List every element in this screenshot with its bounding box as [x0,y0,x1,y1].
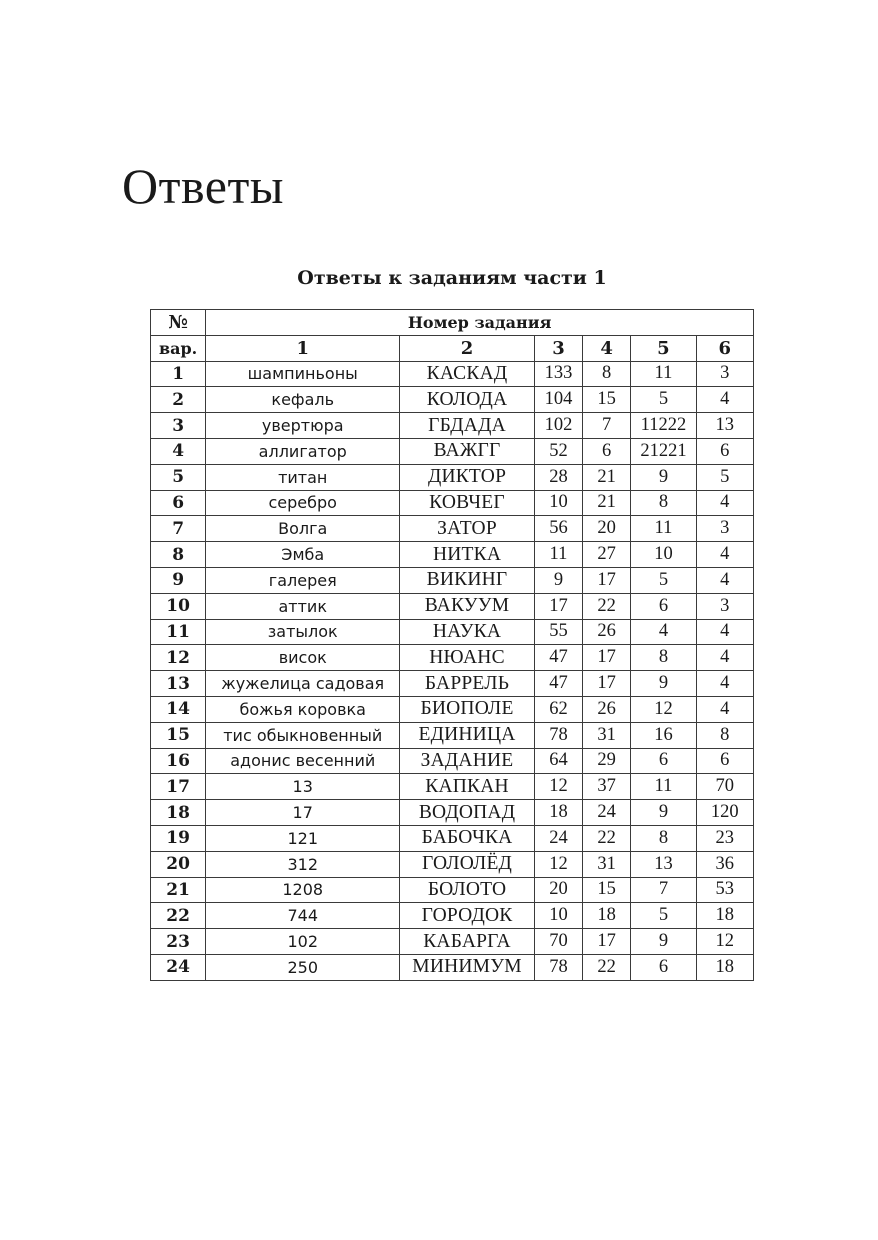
variant-number-cell: 19 [151,825,206,851]
answer-task-5: 5 [631,567,696,593]
answer-task-5: 7 [631,877,696,903]
answer-task-5: 11 [631,516,696,542]
variant-number-cell: 1 [151,361,206,387]
answer-task-4: 7 [583,413,631,439]
answer-task-6: 3 [696,593,753,619]
table-row [151,490,754,516]
answer-task-6: 18 [696,954,753,980]
answer-task-4: 22 [583,825,631,851]
answer-task-6: 3 [696,361,753,387]
answer-task-1: 102 [206,929,400,955]
answer-task-4: 27 [583,542,631,568]
answer-task-1: 250 [206,954,400,980]
answer-task-1: тис обыкновенный [206,722,400,748]
answer-task-6: 6 [696,748,753,774]
answer-task-2: ГБДАДА [400,413,535,439]
variant-number-header-label: вар. [151,335,206,361]
answer-task-1: Волга [206,516,400,542]
table-row [151,619,754,645]
answer-task-5: 5 [631,387,696,413]
header-row-top [151,310,754,336]
answer-task-1: 744 [206,903,400,929]
answer-task-5: 8 [631,645,696,671]
answer-task-3: 78 [534,954,582,980]
answer-task-6: 4 [696,619,753,645]
answer-task-1: галерея [206,567,400,593]
answer-task-1: висок [206,645,400,671]
answer-task-2: ВАЖГГ [400,438,535,464]
table-row [151,413,754,439]
variant-number-cell: 23 [151,929,206,955]
answer-task-5: 6 [631,954,696,980]
variant-number-cell: 16 [151,748,206,774]
variant-number-cell: 4 [151,438,206,464]
table-row [151,542,754,568]
answer-task-4: 22 [583,593,631,619]
answer-task-3: 64 [534,748,582,774]
answer-task-4: 31 [583,722,631,748]
answer-task-4: 17 [583,645,631,671]
answer-task-6: 4 [696,671,753,697]
answer-task-4: 15 [583,877,631,903]
answer-task-6: 4 [696,696,753,722]
variant-number-cell: 6 [151,490,206,516]
variant-number-cell: 15 [151,722,206,748]
answer-task-6: 4 [696,645,753,671]
answer-task-5: 9 [631,800,696,826]
variant-number-cell: 18 [151,800,206,826]
variant-number-cell: 11 [151,619,206,645]
answer-task-4: 29 [583,748,631,774]
variant-number-cell: 5 [151,464,206,490]
answer-task-2: ДИКТОР [400,464,535,490]
column-header-task-4: 4 [583,335,631,361]
answer-task-5: 6 [631,593,696,619]
answer-task-3: 47 [534,645,582,671]
answer-task-2: БОЛОТО [400,877,535,903]
variant-number-cell: 17 [151,774,206,800]
table-row [151,696,754,722]
answer-task-4: 26 [583,619,631,645]
answer-task-5: 6 [631,748,696,774]
answer-task-3: 17 [534,593,582,619]
answer-task-5: 8 [631,825,696,851]
answer-task-5: 12 [631,696,696,722]
answer-task-6: 120 [696,800,753,826]
table-row [151,464,754,490]
answer-task-4: 17 [583,929,631,955]
answer-task-6: 36 [696,851,753,877]
answer-task-3: 56 [534,516,582,542]
variant-number-header-symbol: № [151,310,206,336]
answer-task-6: 12 [696,929,753,955]
variant-number-cell: 12 [151,645,206,671]
answer-task-1: 17 [206,800,400,826]
answer-task-1: титан [206,464,400,490]
answer-task-5: 13 [631,851,696,877]
answer-task-4: 6 [583,438,631,464]
answer-task-4: 21 [583,490,631,516]
table-row [151,748,754,774]
answer-task-2: ВАКУУМ [400,593,535,619]
answer-task-4: 17 [583,671,631,697]
answer-task-6: 18 [696,903,753,929]
table-row [151,800,754,826]
table-row [151,722,754,748]
answer-task-1: 121 [206,825,400,851]
answer-task-4: 24 [583,800,631,826]
answer-task-2: КОВЧЕГ [400,490,535,516]
task-number-group-header: Номер задания [206,310,754,336]
answer-task-3: 28 [534,464,582,490]
variant-number-cell: 2 [151,387,206,413]
answer-task-4: 22 [583,954,631,980]
variant-number-cell: 20 [151,851,206,877]
answer-task-2: БАРРЕЛЬ [400,671,535,697]
answer-task-6: 4 [696,542,753,568]
answer-task-4: 20 [583,516,631,542]
variant-number-cell: 9 [151,567,206,593]
answer-task-6: 53 [696,877,753,903]
table-row [151,903,754,929]
answers-table [150,309,754,981]
answer-task-3: 18 [534,800,582,826]
answer-task-2: ЕДИНИЦА [400,722,535,748]
table-row [151,516,754,542]
answer-task-1: аллигатор [206,438,400,464]
answer-task-3: 10 [534,903,582,929]
table-row [151,361,754,387]
answer-task-2: МИНИМУМ [400,954,535,980]
table-row [151,593,754,619]
table-row [151,877,754,903]
answer-task-1: жужелица садовая [206,671,400,697]
answer-task-5: 16 [631,722,696,748]
answer-task-1: адонис весенний [206,748,400,774]
table-row [151,774,754,800]
column-header-task-1: 1 [206,335,400,361]
answer-task-5: 11 [631,774,696,800]
variant-number-cell: 3 [151,413,206,439]
table-row [151,929,754,955]
answer-task-5: 11 [631,361,696,387]
answer-task-5: 21221 [631,438,696,464]
answer-task-2: КАБАРГА [400,929,535,955]
answer-task-2: БАБОЧКА [400,825,535,851]
answer-task-6: 5 [696,464,753,490]
column-header-task-2: 2 [400,335,535,361]
answer-task-4: 17 [583,567,631,593]
column-header-task-3: 3 [534,335,582,361]
answer-task-4: 18 [583,903,631,929]
answer-task-3: 20 [534,877,582,903]
answer-task-6: 3 [696,516,753,542]
table-row [151,645,754,671]
answer-task-6: 4 [696,490,753,516]
answer-task-3: 104 [534,387,582,413]
answer-task-2: КАПКАН [400,774,535,800]
answer-task-3: 9 [534,567,582,593]
answer-task-5: 9 [631,671,696,697]
answer-task-1: увертюра [206,413,400,439]
answer-task-3: 102 [534,413,582,439]
answer-task-6: 8 [696,722,753,748]
answer-task-3: 133 [534,361,582,387]
variant-number-cell: 24 [151,954,206,980]
answer-task-6: 23 [696,825,753,851]
answer-task-2: НЮАНС [400,645,535,671]
answer-task-1: 1208 [206,877,400,903]
answer-task-1: 13 [206,774,400,800]
answer-task-1: божья коровка [206,696,400,722]
answer-task-6: 4 [696,387,753,413]
answer-task-6: 13 [696,413,753,439]
answer-task-4: 21 [583,464,631,490]
answer-task-3: 12 [534,774,582,800]
answer-task-5: 5 [631,903,696,929]
answer-task-6: 4 [696,567,753,593]
answer-task-2: ЗАДАНИЕ [400,748,535,774]
answers-table-body [151,361,754,980]
answer-task-2: КОЛОДА [400,387,535,413]
variant-number-cell: 14 [151,696,206,722]
answer-task-5: 9 [631,929,696,955]
page-title: Ответы [122,158,284,214]
answer-task-1: аттик [206,593,400,619]
answer-task-1: Эмба [206,542,400,568]
table-row [151,954,754,980]
answer-task-4: 37 [583,774,631,800]
answer-task-2: ЗАТОР [400,516,535,542]
answer-task-2: КАСКАД [400,361,535,387]
answer-task-5: 4 [631,619,696,645]
answer-task-1: затылок [206,619,400,645]
answer-task-2: ВОДОПАД [400,800,535,826]
answer-task-2: ГОЛОЛЁД [400,851,535,877]
answer-task-2: НИТКА [400,542,535,568]
answer-task-1: шампиньоны [206,361,400,387]
variant-number-cell: 22 [151,903,206,929]
table-row [151,387,754,413]
column-header-task-5: 5 [631,335,696,361]
answer-task-3: 70 [534,929,582,955]
header-row-bottom [151,335,754,361]
answer-task-4: 8 [583,361,631,387]
table-row [151,825,754,851]
answer-task-3: 78 [534,722,582,748]
variant-number-cell: 13 [151,671,206,697]
variant-number-cell: 8 [151,542,206,568]
answer-task-1: кефаль [206,387,400,413]
answer-task-3: 10 [534,490,582,516]
variant-number-cell: 7 [151,516,206,542]
answer-task-6: 6 [696,438,753,464]
answer-task-2: ГОРОДОК [400,903,535,929]
answer-task-1: 312 [206,851,400,877]
table-row [151,567,754,593]
answer-task-4: 31 [583,851,631,877]
answer-task-5: 11222 [631,413,696,439]
answer-task-2: НАУКА [400,619,535,645]
answer-task-3: 52 [534,438,582,464]
answer-task-1: серебро [206,490,400,516]
answer-task-3: 12 [534,851,582,877]
answer-task-2: ВИКИНГ [400,567,535,593]
answer-task-5: 10 [631,542,696,568]
answer-task-4: 15 [583,387,631,413]
answer-task-3: 24 [534,825,582,851]
table-row [151,671,754,697]
table-row [151,438,754,464]
variant-number-cell: 10 [151,593,206,619]
answer-task-3: 62 [534,696,582,722]
table-row [151,851,754,877]
column-header-task-6: 6 [696,335,753,361]
variant-number-cell: 21 [151,877,206,903]
answer-task-3: 55 [534,619,582,645]
answer-task-6: 70 [696,774,753,800]
answer-task-5: 8 [631,490,696,516]
answer-task-3: 47 [534,671,582,697]
answer-task-3: 11 [534,542,582,568]
table-caption: Ответы к заданиям части 1 [297,267,607,289]
answer-task-2: БИОПОЛЕ [400,696,535,722]
answer-task-5: 9 [631,464,696,490]
answer-task-4: 26 [583,696,631,722]
